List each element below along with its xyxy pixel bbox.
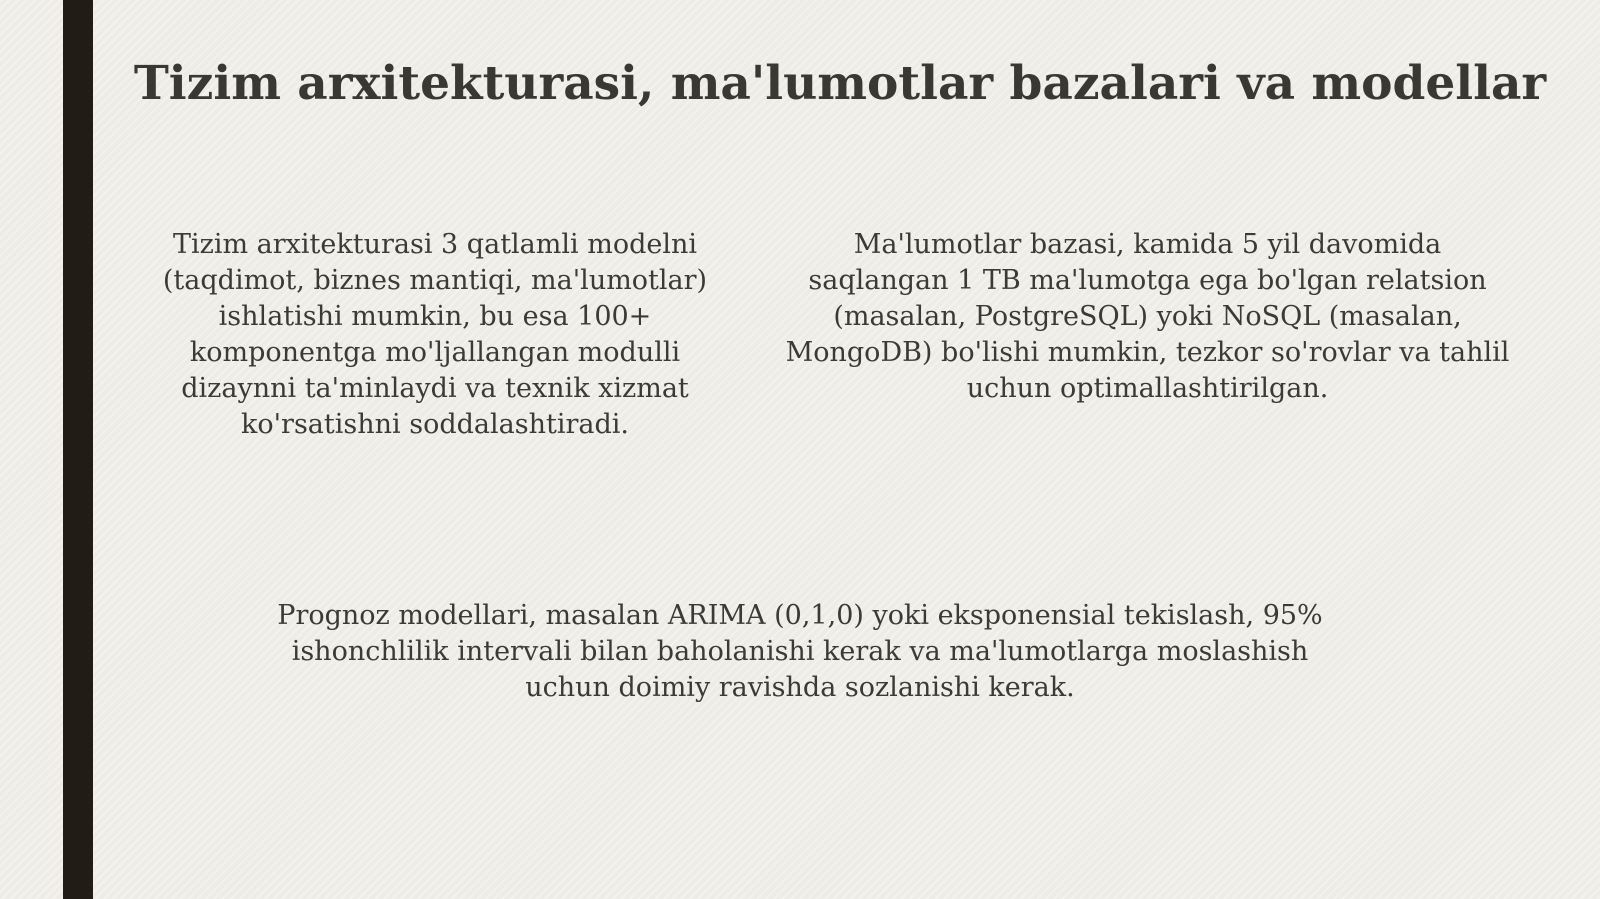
database-text: Ma'lumotlar bazasi, kamida 5 yil davomida saqlangan 1 TB ma'lumotga ega bo'lgan relatsion (masalan, PostgreSQL) yoki NoSQL (masalan, MongoDB) bo'lishi mumkin, tezkor so'rovlar va tahlil uchun optimallashtirilgan. xyxy=(785,229,1510,404)
slide-title: Tizim arxitekturasi, ma'lumotlar bazalari va modellar xyxy=(133,56,1547,111)
accent-bar xyxy=(63,0,93,899)
forecast-models-text: Prognoz modellari, masalan ARIMA (0,1,0) yoki eksponensial tekislash, 95% ishonchlilik intervali bilan baholanishi kerak va ma'lumotlarga moslashish uchun doimiy ravishda sozlanishi kerak. xyxy=(277,600,1323,703)
architecture-text: Tizim arxitekturasi 3 qatlamli modelni (taqdimot, biznes mantiqi, ma'lumotlar) ishlatishi mumkin, bu esa 100+ komponentga mo'ljallangan modulli dizaynni ta'minlaydi va texnik xizmat ko'rsatishni soddalashtiradi. xyxy=(162,229,708,440)
